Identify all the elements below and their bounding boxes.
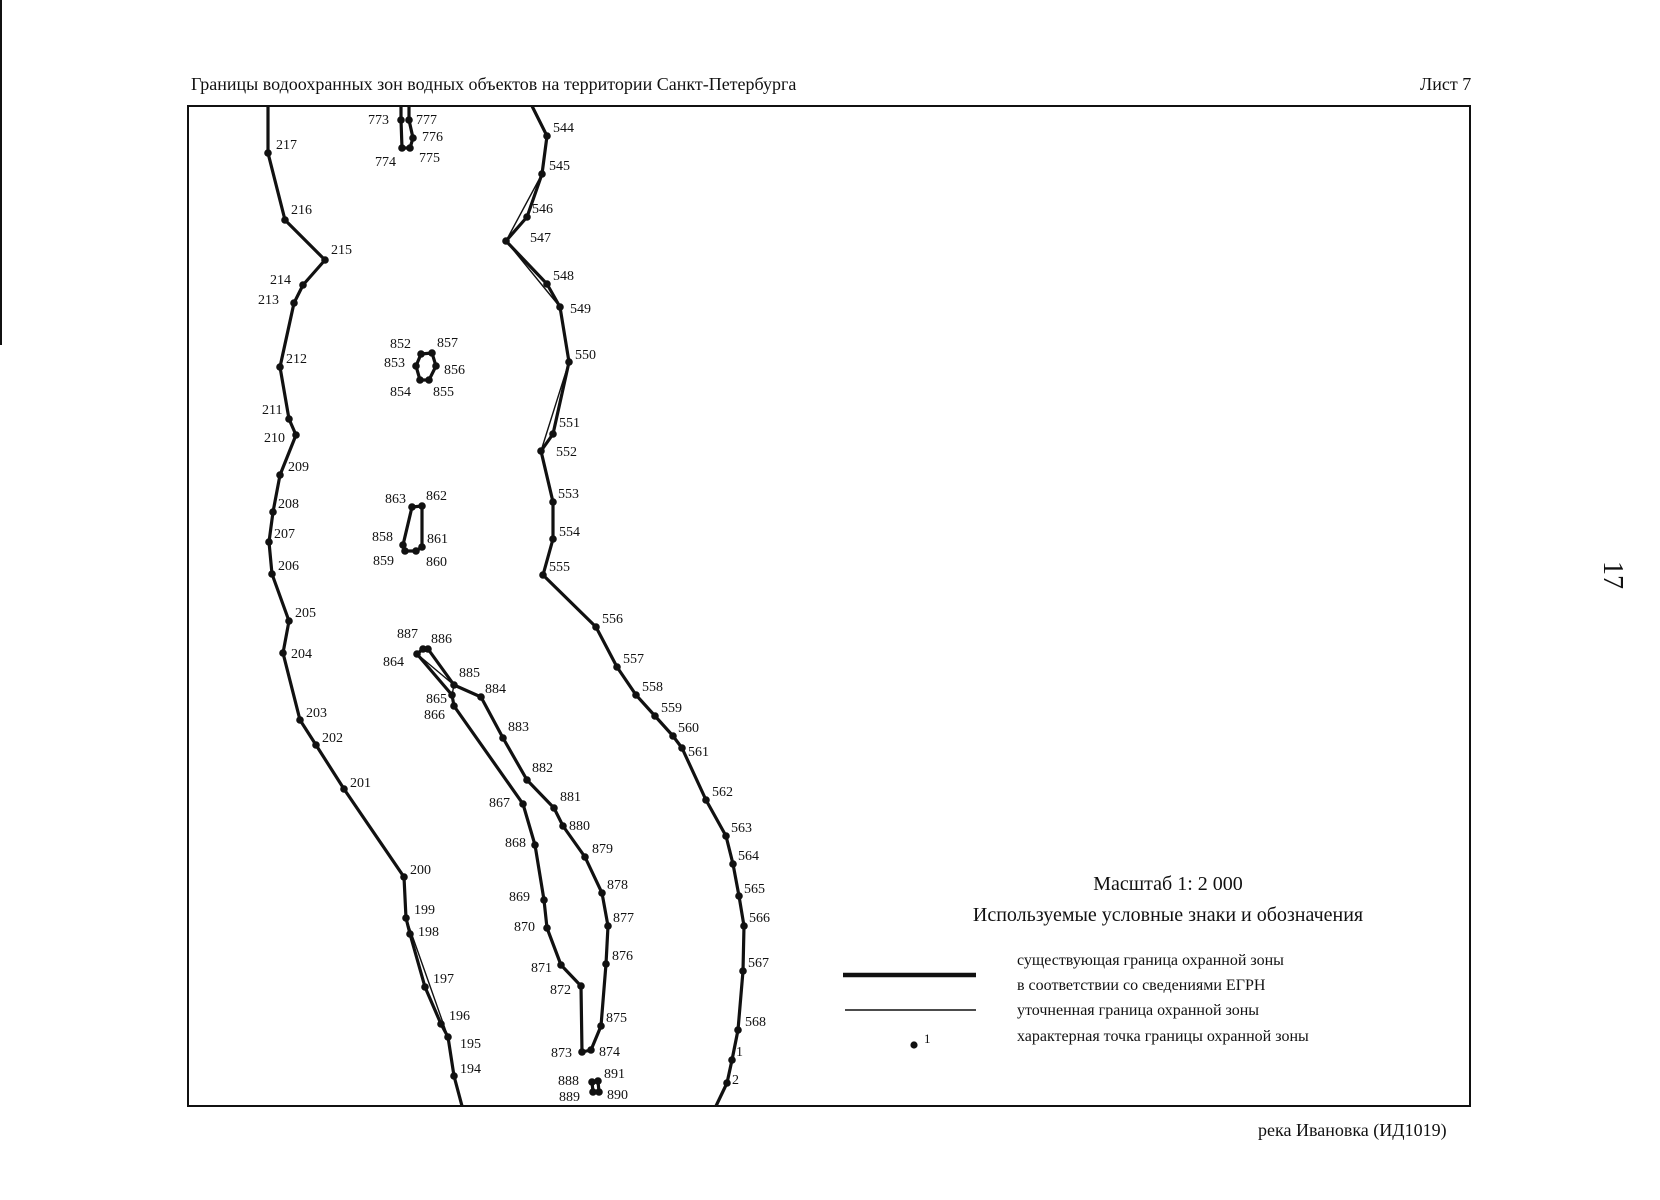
point-label-549: 549: [570, 302, 591, 317]
point-label-868: 868: [505, 836, 526, 851]
point-label-568: 568: [745, 1015, 766, 1030]
point-label-212: 212: [286, 352, 307, 367]
point-label-774: 774: [375, 155, 396, 170]
boundary-point-545: [538, 170, 546, 178]
point-label-855: 855: [433, 385, 454, 400]
boundary-point-553: [549, 498, 557, 506]
point-label-551: 551: [559, 416, 580, 431]
boundary-point-200: [400, 873, 408, 881]
point-label-565: 565: [744, 882, 765, 897]
point-label-206: 206: [278, 559, 299, 574]
point-label-562: 562: [712, 785, 733, 800]
point-label-880: 880: [569, 819, 590, 834]
boundary-point-544: [543, 132, 551, 140]
point-label-886: 886: [431, 632, 452, 647]
point-label-197: 197: [433, 972, 454, 987]
point-label-876: 876: [612, 949, 633, 964]
boundary-point-547: [502, 237, 510, 245]
point-label-202: 202: [322, 731, 343, 746]
boundary-point-215: [321, 256, 329, 264]
point-label-563: 563: [731, 821, 752, 836]
legend-item-existing-line1: существующая граница охранной зоны: [1017, 952, 1284, 969]
boundary-point-549: [556, 303, 564, 311]
boundary-point-885: [450, 681, 458, 689]
point-label-205: 205: [295, 606, 316, 621]
boundary-point-855: [425, 376, 433, 384]
boundary-point-775: [406, 144, 414, 152]
point-label-773: 773: [368, 113, 389, 128]
point-label-861: 861: [427, 532, 448, 547]
boundary-point-210: [292, 431, 300, 439]
point-label-857: 857: [437, 336, 458, 351]
point-label-864: 864: [383, 655, 404, 670]
point-label-545: 545: [549, 159, 570, 174]
point-label-2: 2: [732, 1073, 739, 1088]
point-label-888: 888: [558, 1074, 579, 1089]
boundary-point-568: [734, 1026, 742, 1034]
boundary-point-567: [739, 967, 747, 975]
boundary-point-862: [418, 502, 426, 510]
boundary-point-217: [264, 149, 272, 157]
boundary-point-196: [437, 1020, 445, 1028]
boundary-point-773: [397, 116, 405, 124]
boundary-point-203: [296, 716, 304, 724]
boundary-point-559: [651, 712, 659, 720]
boundary-point-867: [519, 800, 527, 808]
boundary-point-206: [268, 570, 276, 578]
boundary-point-546: [523, 213, 531, 221]
boundary-point-211: [285, 415, 293, 423]
point-label-213: 213: [258, 293, 279, 308]
point-label-556: 556: [602, 612, 623, 627]
boundary-point-864: [413, 650, 421, 658]
point-label-214: 214: [270, 273, 291, 288]
scale-label: Масштаб 1: 2 000: [1093, 873, 1243, 895]
sheet-number: Лист 7: [1420, 74, 1472, 94]
point-label-207: 207: [274, 527, 295, 542]
boundary-point-874: [587, 1046, 595, 1054]
boundary-point-776: [409, 134, 417, 142]
boundary-point-860: [412, 547, 420, 555]
boundary-point-565: [735, 892, 743, 900]
boundary-point-198: [406, 930, 414, 938]
point-label-567: 567: [748, 956, 769, 971]
boundary-point-877: [604, 922, 612, 930]
legend-point-symbol: [910, 1041, 917, 1048]
point-label-555: 555: [549, 560, 570, 575]
boundary-point-871: [557, 961, 565, 969]
point-label-546: 546: [532, 202, 553, 217]
boundary-point-566: [740, 922, 748, 930]
boundary-point-208: [269, 508, 277, 516]
point-label-878: 878: [607, 878, 628, 893]
point-label-564: 564: [738, 849, 759, 864]
page-number-stamp: 17: [1597, 561, 1628, 589]
point-label-862: 862: [426, 489, 447, 504]
point-label-547: 547: [530, 231, 551, 246]
boundary-point-880: [559, 822, 567, 830]
boundary-point-561: [678, 744, 686, 752]
boundary-point-214: [299, 281, 307, 289]
boundary-point-556: [592, 623, 600, 631]
boundary-point-213: [290, 299, 298, 307]
point-label-890: 890: [607, 1088, 628, 1103]
boundary-point-853: [412, 362, 420, 370]
point-label-887: 887: [397, 627, 418, 642]
boundary-point-551: [549, 430, 557, 438]
point-label-200: 200: [410, 863, 431, 878]
point-label-891: 891: [604, 1067, 625, 1082]
boundary-point-550: [565, 358, 573, 366]
boundary-point-857: [428, 349, 436, 357]
boundary-point-201: [340, 785, 348, 793]
point-label-196: 196: [449, 1009, 470, 1024]
boundary-point-562: [702, 796, 710, 804]
legend-item-refined: уточненная граница охранной зоны: [1017, 1002, 1260, 1019]
point-label-867: 867: [489, 796, 510, 811]
island-top-boundary: [401, 106, 413, 148]
point-label-853: 853: [384, 356, 405, 371]
point-label-566: 566: [749, 911, 770, 926]
boundary-point-197: [421, 983, 429, 991]
point-label-873: 873: [551, 1046, 572, 1061]
point-label-553: 553: [558, 487, 579, 502]
boundary-point-564: [729, 860, 737, 868]
point-label-208: 208: [278, 497, 299, 512]
point-label-776: 776: [422, 130, 443, 145]
boundary-point-548: [543, 280, 551, 288]
boundary-point-889: [589, 1088, 597, 1096]
point-label-195: 195: [460, 1037, 481, 1052]
point-label-198: 198: [418, 925, 439, 940]
point-label-557: 557: [623, 652, 644, 667]
boundary-point-207: [265, 538, 273, 546]
point-label-869: 869: [509, 890, 530, 905]
point-label-209: 209: [288, 460, 309, 475]
point-label-874: 874: [599, 1045, 620, 1060]
boundary-point-202: [312, 741, 320, 749]
boundary-point-209: [276, 471, 284, 479]
point-label-859: 859: [373, 554, 394, 569]
boundary-point-558: [632, 691, 640, 699]
boundary-point-555: [539, 571, 547, 579]
point-label-560: 560: [678, 721, 699, 736]
point-label-217: 217: [276, 138, 297, 153]
point-label-203: 203: [306, 706, 327, 721]
boundary-point-212: [276, 363, 284, 371]
boundary-point-869: [540, 896, 548, 904]
boundary-point-858: [399, 541, 407, 549]
point-label-204: 204: [291, 647, 312, 662]
boundary-point-863: [408, 503, 416, 511]
boundary-point-195: [444, 1033, 452, 1041]
point-label-211: 211: [262, 403, 283, 418]
boundary-point-204: [279, 649, 287, 657]
point-label-548: 548: [553, 269, 574, 284]
point-label-215: 215: [331, 243, 352, 258]
boundary-point-194: [450, 1072, 458, 1080]
boundary-point-883: [499, 734, 507, 742]
boundary-point-554: [549, 535, 557, 543]
boundary-point-866: [450, 702, 458, 710]
point-label-858: 858: [372, 530, 393, 545]
point-label-882: 882: [532, 761, 553, 776]
page-title: Границы водоохранных зон водных объектов на территории Санкт-Петербурга: [191, 74, 797, 94]
point-label-216: 216: [291, 203, 312, 218]
boundary-point-777: [405, 116, 413, 124]
point-label-883: 883: [508, 720, 529, 735]
boundary-point-879: [581, 853, 589, 861]
point-label-550: 550: [575, 348, 596, 363]
boundary-point-1: [728, 1056, 736, 1064]
point-label-1: 1: [736, 1045, 743, 1060]
boundary-point-881: [550, 804, 558, 812]
point-label-884: 884: [485, 682, 506, 697]
point-label-559: 559: [661, 701, 682, 716]
boundary-point-199: [402, 914, 410, 922]
boundary-point-216: [281, 216, 289, 224]
legend-item-point: характерная точка границы охранной зоны: [1017, 1028, 1309, 1045]
boundary-point-557: [613, 663, 621, 671]
point-label-561: 561: [688, 745, 709, 760]
point-label-552: 552: [556, 445, 577, 460]
point-label-210: 210: [264, 431, 285, 446]
boundary-point-882: [523, 776, 531, 784]
boundary-point-873: [578, 1048, 586, 1056]
water-object-label: река Ивановка (ИД1019): [1258, 1120, 1447, 1140]
boundary-point-852: [417, 350, 425, 358]
legend-point-number: 1: [924, 1031, 931, 1046]
boundary-point-865: [448, 691, 456, 699]
point-label-885: 885: [459, 666, 480, 681]
point-label-881: 881: [560, 790, 581, 805]
point-label-558: 558: [642, 680, 663, 695]
point-label-870: 870: [514, 920, 535, 935]
boundary-point-205: [285, 617, 293, 625]
point-label-544: 544: [553, 121, 574, 136]
boundary-point-552: [537, 447, 545, 455]
boundary-point-774: [398, 144, 406, 152]
point-label-860: 860: [426, 555, 447, 570]
point-label-875: 875: [606, 1011, 627, 1026]
point-label-854: 854: [390, 385, 411, 400]
boundary-point-854: [416, 376, 424, 384]
boundary-point-868: [531, 841, 539, 849]
point-label-871: 871: [531, 961, 552, 976]
point-label-199: 199: [414, 903, 435, 918]
boundary-point-872: [577, 982, 585, 990]
boundary-point-875: [597, 1022, 605, 1030]
point-label-856: 856: [444, 363, 465, 378]
boundary-point-870: [543, 924, 551, 932]
boundary-point-563: [722, 832, 730, 840]
boundary-point-856: [432, 362, 440, 370]
boundary-point-2: [723, 1079, 731, 1087]
point-label-872: 872: [550, 983, 571, 998]
point-label-194: 194: [460, 1062, 481, 1077]
point-label-852: 852: [390, 337, 411, 352]
legend-title: Используемые условные знаки и обозначения: [972, 904, 1364, 926]
point-label-889: 889: [559, 1090, 580, 1105]
point-label-775: 775: [419, 151, 440, 166]
point-label-863: 863: [385, 492, 406, 507]
boundary-point-884: [477, 693, 485, 701]
refined-boundary-3: [316, 745, 344, 789]
boundary-point-876: [602, 960, 610, 968]
point-label-865: 865: [426, 692, 447, 707]
point-label-777: 777: [416, 113, 437, 128]
point-label-201: 201: [350, 776, 371, 791]
point-label-877: 877: [613, 911, 634, 926]
boundary-point-560: [669, 732, 677, 740]
boundary-point-891: [594, 1077, 602, 1085]
point-label-866: 866: [424, 708, 445, 723]
legend-item-existing-line2: в соответствии со сведениями ЕГРН: [1017, 977, 1266, 994]
boundary-point-878: [598, 889, 606, 897]
point-label-554: 554: [559, 525, 580, 540]
point-label-879: 879: [592, 842, 613, 857]
